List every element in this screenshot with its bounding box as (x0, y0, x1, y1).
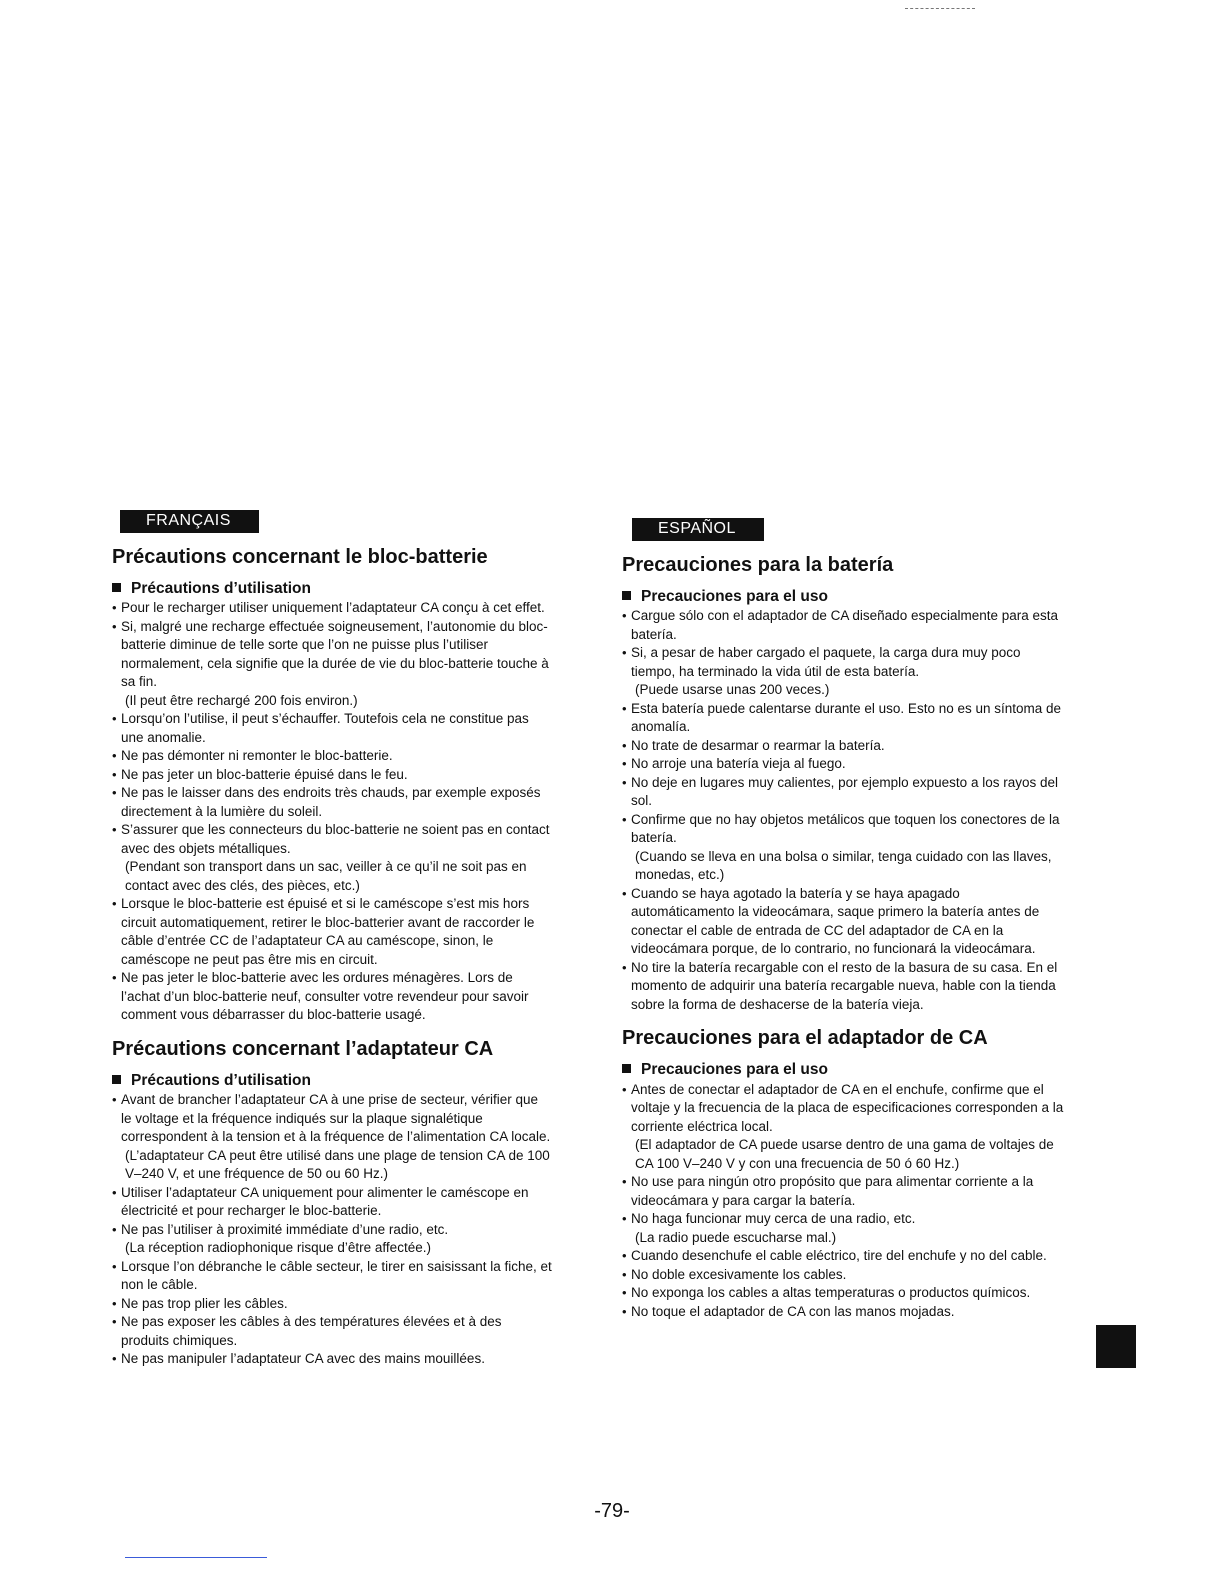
list-item: • No toque el adaptador de CA con las manos mojadas. (622, 1303, 1067, 1322)
list-item: • S’assurer que les connecteurs du bloc-batterie ne soient pas en contact avec des objets métalliques. (Pendant son transport dans un sac, veiller à ce qu’il ne soit pas en contact avec des clés, des pièces, etc.) (112, 821, 552, 895)
usage-precautions-heading-fr-2: Précautions d’utilisation (112, 1071, 552, 1090)
list-item: • Ne pas jeter le bloc-batterie avec les ordures ménagères. Lors de l’achat d’un bloc-batterie neuf, consulter votre revendeur pour savoir comment vous débarrasser du bloc-batterie usagé. (112, 969, 552, 1025)
note: (La réception radiophonique risque d’être affectée.) (125, 1240, 431, 1256)
note: (Pendant son transport dans un sac, veiller à ce qu’il ne soit pas en contact avec des clés, des pièces, etc.) (125, 859, 527, 893)
list-item: • Ne pas exposer les câbles à des températures élevées et à des produits chimiques. (112, 1313, 552, 1350)
list-item: • Lorsque l’on débranche le câble secteur, le tirer en saisissant la fiche, et non le câble. (112, 1258, 552, 1295)
list-item: • Utiliser l’adaptateur CA uniquement pour alimenter le caméscope en électricité et pour recharger le bloc-batterie. (112, 1184, 552, 1221)
page-number: -79- (594, 1500, 630, 1522)
list-item: • Ne pas jeter un bloc-batterie épuisé dans le feu. (112, 766, 552, 785)
square-bullet-icon (112, 583, 121, 592)
list-item: • Antes de conectar el adaptador de CA en el enchufe, confirme que el voltaje y la frecuencia de la placa de especificaciones corresponden a la corriente eléctrica local. (El adaptador de CA puede usarse dentro de una gama de voltajes de CA 100 V–240 V y con una frecuencia de 50 ó 60 Hz.) (622, 1081, 1067, 1174)
ac-adaptor-precautions-title-es: Precauciones para el adaptador de CA (622, 1027, 988, 1050)
note: (Il peut être rechargé 200 fois environ.) (125, 692, 358, 708)
list-item: • Si, malgré une recharge effectuée soigneusement, l’autonomie du bloc-batterie diminue de telle sorte que l’on ne puisse plus l’utiliser normalement, cela signifie que la durée de vie du bloc-batterie touche à sa fin. (Il peut être rechargé 200 fois environ.) (112, 618, 552, 711)
french-column (112, 510, 552, 1369)
section-edge-marker (1096, 1325, 1136, 1368)
usage-precautions-heading-es: Precauciones para el uso (622, 587, 1067, 606)
list-item: • Esta batería puede calentarse durante el uso. Esto no es un síntoma de anomalía. (622, 700, 1067, 737)
square-bullet-icon (622, 591, 631, 600)
list-item: • Cuando desenchufe el cable eléctrico, tire del enchufe y no del cable. (622, 1247, 1067, 1266)
battery-precautions-title-es: Precauciones para la batería (622, 554, 894, 576)
note: (El adaptador de CA puede usarse dentro de una gama de voltajes de CA 100 V–240 V y con una frecuencia de 50 ó 60 Hz.) (635, 1137, 1054, 1171)
usage-precautions-heading-es-2: Precauciones para el uso (622, 1060, 1067, 1079)
battery-precautions-list-fr (112, 599, 552, 1025)
note: (Puede usarse unas 200 veces.) (635, 682, 830, 698)
ac-adaptor-precautions-list-fr (112, 1091, 552, 1369)
square-bullet-icon (622, 1064, 631, 1073)
bottom-rule (125, 1557, 267, 1558)
list-item: • Cuando se haya agotado la batería y se haya apagado automáticamento la videocámara, saque primero la batería antes de conectar el cable de entrada de CC del adaptador de CA en la videocámara porque, de lo contrario, no funcionará la videocámara. (622, 885, 1067, 959)
square-bullet-icon (112, 1075, 121, 1084)
list-item: • No exponga los cables a altas temperaturas o productos químicos. (622, 1284, 1067, 1303)
list-item: • Ne pas trop plier les câbles. (112, 1295, 552, 1314)
list-item: • Lorsque le bloc-batterie est épuisé et si le caméscope s’est mis hors circuit automatiquement, retirer le bloc-batterier avant de raccorder le câble d’entrée CC de l’adaptateur CA au caméscope, sinon, le caméscope ne peut pas être mis en circuit. (112, 895, 552, 969)
note: (L’adaptateur CA peut être utilisé dans une plage de tension CA de 100 V–240 V, et une fréquence de 50 ou 60 Hz.) (125, 1147, 550, 1182)
list-item: • No arroje una batería vieja al fuego. (622, 755, 1067, 774)
list-item: • Pour le recharger utiliser uniquement l’adaptateur CA conçu à cet effet. (112, 599, 552, 618)
language-tab-french: FRANÇAIS (120, 510, 259, 533)
language-tab-spanish: ESPAÑOL (632, 518, 764, 541)
battery-precautions-title-fr: Précautions concernant le bloc-batterie (112, 546, 488, 568)
usage-precautions-heading-fr: Précautions d’utilisation (112, 579, 552, 598)
ac-adaptor-precautions-title-fr: Précautions concernant l’adaptateur CA (112, 1037, 494, 1060)
list-item: • Ne pas le laisser dans des endroits très chauds, par exemple exposés directement à la lumière du soleil. (112, 784, 552, 821)
list-item: • No trate de desarmar o rearmar la batería. (622, 737, 1067, 756)
list-item: • No doble excesivamente los cables. (622, 1266, 1067, 1285)
list-item: • No haga funcionar muy cerca de una radio, etc. (La radio puede escucharse mal.) (622, 1210, 1067, 1247)
list-item: • Lorsqu’on l’utilise, il peut s’échauffer. Toutefois cela ne constitue pas une anomalie. (112, 710, 552, 747)
list-item: • Ne pas démonter ni remonter le bloc-batterie. (112, 747, 552, 766)
list-item: • Cargue sólo con el adaptador de CA diseñado especialmente para esta batería. (622, 607, 1067, 644)
list-item: • Si, a pesar de haber cargado el paquete, la carga dura muy poco tiempo, ha terminado la vida útil de esta batería. (Puede usarse unas 200 veces.) (622, 644, 1067, 700)
list-item: • Avant de brancher l’adaptateur CA à une prise de secteur, vérifier que le voltage et la fréquence indiqués sur la plaque signalétique correspondent à la tension et à la fréquence de l’alimentation CA locale. (L’adaptateur CA peut être utilisé dans une plage de tension CA de 100 V–240 V, et une fréquence de 50 ou 60 Hz.) (112, 1091, 552, 1184)
list-item: • Confirme que no hay objetos metálicos que toquen los conectores de la batería. (Cuando se lleva en una bolsa o similar, tenga cuidado con las llaves, monedas, etc.) (622, 811, 1067, 885)
spanish-column (622, 518, 1067, 1321)
list-item: • Ne pas manipuler l’adaptateur CA avec des mains mouillées. (112, 1350, 552, 1369)
list-item: • No tire la batería recargable con el resto de la basura de su casa. En el momento de adquirir una batería recargable nueva, hable con la tienda sobre la forma de deshacerse de la batería vieja. (622, 959, 1067, 1015)
list-item: • No deje en lugares muy calientes, por ejemplo expuesto a los rayos del sol. (622, 774, 1067, 811)
battery-precautions-list-es (622, 607, 1067, 1014)
list-item: • No use para ningún otro propósito que para alimentar corriente a la videocámara y para cargar la batería. (622, 1173, 1067, 1210)
scan-artifact-dashes (905, 8, 975, 11)
note: (Cuando se lleva en una bolsa o similar, tenga cuidado con las llaves, monedas, etc.) (635, 848, 1052, 883)
ac-adaptor-precautions-list-es (622, 1081, 1067, 1322)
note: (La radio puede escucharse mal.) (635, 1229, 837, 1245)
list-item: • Ne pas l’utiliser à proximité immédiate d’une radio, etc. (La réception radiophonique risque d’être affectée.) (112, 1221, 552, 1258)
